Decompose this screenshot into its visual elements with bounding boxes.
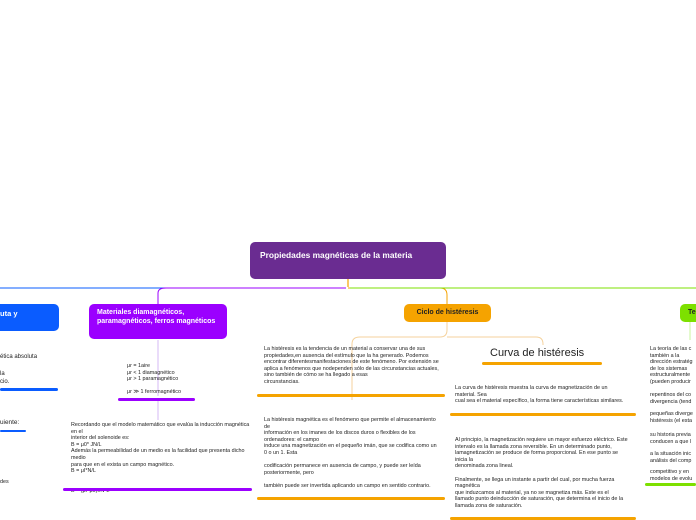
branch-left-title: uta y <box>0 309 18 318</box>
left-fragment-2: la <box>0 371 5 377</box>
left-underline-2 <box>0 430 26 432</box>
materials-model-underline <box>63 488 252 491</box>
curve-text-1-underline <box>450 413 636 416</box>
branch-right-title: Te <box>688 309 696 316</box>
left-fragment-5: des <box>0 479 9 485</box>
branch-cycle[interactable] <box>404 304 491 322</box>
branch-right-partial[interactable] <box>680 304 696 322</box>
left-underline-1 <box>0 388 58 391</box>
cycle-text-2: La histéresis magnética es el fenómeno que permite el almacenamiento de información en los imanes de los discos duros o flexibles de los ordenadores: el campo induce una magnetización en el pequeño imán, que se codifica como un 0 o un 1. Esta codificación permanece en ausencia de campo, y puede ser leída posteriormente, pero también puede ser invertida aplicando un campo en sentido contrario. <box>264 417 437 489</box>
curve-text-1: La curva de histéresis muestra la curva de magnetización de un material. Sea cual sea el material específico, la forma tiene características similares. <box>455 385 624 405</box>
root-node[interactable] <box>250 242 446 279</box>
right-underline <box>645 483 696 486</box>
branch-left-partial[interactable] <box>0 304 59 331</box>
branch-materials-title: Materiales diamagnéticos, paramagnéticos, ferros magnéticos <box>97 309 216 325</box>
materials-mu-underline <box>118 398 195 401</box>
left-fragment-1: ética absoluta <box>0 354 38 360</box>
cycle-text-1: La histéresis es la tendencia de un material a conservar una de sus propiedades,en ausencia del estímulo que la ha generado. Podemos encontrar diferentesmanifestaciones de este fenómeno. Por extensión se aplica a fenómenos que nodependen sólo de las circunstancias actuales, sino también de cómo se ha llegado a esas circunstancias. <box>264 346 439 385</box>
right-fragment-2: repentinos del co divergencia (tend <box>650 392 692 405</box>
curve-title: Curva de histéresis <box>490 347 585 359</box>
right-fragment-5: a la situación inic análisis del comp <box>650 451 692 464</box>
right-fragment-3: pequeñas diverge histéresis (el esta <box>650 411 693 424</box>
curve-title-underline <box>482 362 602 365</box>
right-fragment-6: competitivo y en modelos de evolu <box>650 469 693 482</box>
connector-purple <box>158 288 346 304</box>
materials-model-text: Recordando que el modelo matemático que evalúa la inducción magnética en el interior del solenoide es: B = μ0* JN/L Además la permeabilidad de un medio es la facilidad que presenta dicho medio para que en el exista un campo magnético. B = μI*N/L <box>71 422 250 475</box>
cycle-text-2-underline <box>257 497 445 500</box>
left-fragment-3: cio. <box>0 379 10 385</box>
materials-mu-list: μr = 1aire μr < 1 diamagnético μr > 1 paramagnético μr ≫ 1 ferromagnético <box>127 363 181 396</box>
connector-orange <box>348 288 447 304</box>
branch-cycle-title: Ciclo de histéresis <box>416 309 479 316</box>
right-fragment-1: La teoría de las c también a la dirección estratég de los sistemas estructuralmente (pueden producir <box>650 346 693 385</box>
root-title: Propiedades magnéticas de la materia <box>260 250 413 260</box>
curve-text-2: Al principio, la magnetización requiere un mayor esfuerzo eléctrico. Este intervalo es la llamada zona reversible. En un determinado punto, lamagnetización se produce de forma proporcional. En ese punto se inicia la denominada zona lineal. Finalmente, se llega un instante a partir del cual, por mucha fuerza magnética que induzcamos al material, ya no se magnetiza más. Este es el llamado punto deinducción de saturación, que determina el inicio de la llamada zona de saturación. <box>455 437 628 509</box>
right-fragment-4: su historia previa conducen a que l <box>650 432 692 445</box>
left-fragment-4: uiente: <box>0 419 20 426</box>
branch-materials[interactable] <box>89 304 227 339</box>
cycle-text-1-underline <box>257 394 445 397</box>
